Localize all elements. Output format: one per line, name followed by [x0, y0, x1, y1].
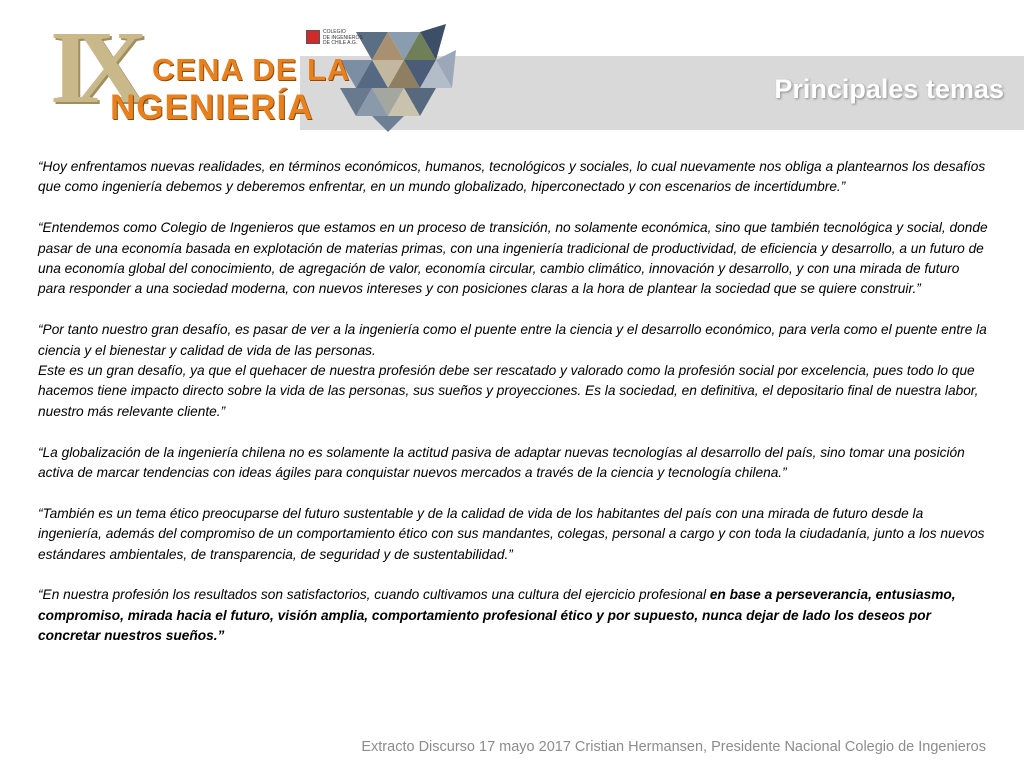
quote-emphasis-text: en base a perseverancia, entusiasmo, compromiso, mirada hacia el futuro, visión amplia, comportamiento profesional ético y por supuesto, nunca dejar de lado los deseos por concretar nuestros sueños.” — [38, 587, 956, 644]
quote-plain-text: “En nuestra profesión los resultados son satisfactorios, cuando cultivamos una cultura del ejercicio profesional — [38, 587, 710, 603]
quote-paragraph: “Por tanto nuestro gran desafío, es pasar de ver a la ingeniería como el puente entre la ciencia y el desarrollo económico, para verla como el puente entre la ciencia y el bienestar y calidad de vida de las personas. — [38, 322, 987, 358]
quote-paragraph: “Entendemos como Colegio de Ingenieros que estamos en un proceso de transición, no solamente económica, sino que también tecnológica y social, donde pasar de una economía basada en explotación de materias primas, con una ingeniería tradicional de productividad, de eficiencia y desarrollo, a un futuro de una economía global del conocimiento, de agregación de valor, economía circular, cambio climático, innovación y desarrollo, y con una mirada de futuro para responder a una sociedad moderna, con nuevos intereses y con posiciones claras a la hora de plantear la sociedad que se quiere construir.” — [38, 220, 988, 297]
page-title: Principales temas — [774, 74, 1004, 104]
source-footer: Extracto Discurso 17 mayo 2017 Cristian Hermansen, Presidente Nacional Colegio de Ingenieros — [361, 739, 986, 755]
event-logo — [46, 10, 456, 132]
colegio-name-line: DE CHILE A.G. — [323, 40, 358, 46]
quote-paragraph: “También es un tema ético preocuparse del futuro sustentable y de la calidad de vida de los habitantes del país con una mirada de futuro desde la ingeniería, además del compromiso de un comportamiento ético con sus mandantes, colegas, personal a cargo y con toda la ciudadanía, junto a los nuevos estándares ambientales, de transparencia, de seguridad y de sustentabilidad.” — [38, 505, 985, 562]
colegio-logo — [306, 30, 363, 47]
logo-title-line2: NGENIERÍA — [110, 88, 314, 127]
quote-paragraph: “Hoy enfrentamos nuevas realidades, en términos económicos, humanos, tecnológicos y sociales, lo cual nuevamente nos obliga a plantearnos los desafíos que como ingeniería debemos y deberemos enfrentar, en un mundo globalizado, hiperconectado y con escenarios de incertidumbre.” — [38, 159, 986, 195]
colegio-name-line: DE INGENIEROS — [323, 34, 363, 41]
logo-roman-numeral: IX — [50, 10, 130, 125]
colegio-emblem-icon — [306, 30, 320, 44]
colegio-name — [323, 30, 363, 47]
quote-paragraph-continuation: Este es un gran desafío, ya que el quehacer de nuestra profesión debe ser rescatado y valorado como la profesión social por excelencia, pues todo lo que hacemos tiene impacto directo sobre la vida de las personas, sus sueños y proyecciones. Es la sociedad, en definitiva, el depositario final de nuestra labor, nuestro más relevante cliente.” — [38, 363, 979, 419]
colegio-name-line: COLEGIO — [323, 29, 346, 35]
quote-paragraph — [38, 585, 988, 646]
quote-paragraph: “La globalización de la ingeniería chilena no es solamente la actitud pasiva de adaptar nuevas tecnologías al desarrollo del país, sino tomar una posición activa de marcar tendencias con ideas ágiles para conquistar nuevos mercados a través de la ciencia y tecnología chilena.” — [38, 444, 965, 481]
logo-title-line1: CENA DE LA — [152, 52, 351, 87]
quotes-body — [38, 157, 988, 647]
